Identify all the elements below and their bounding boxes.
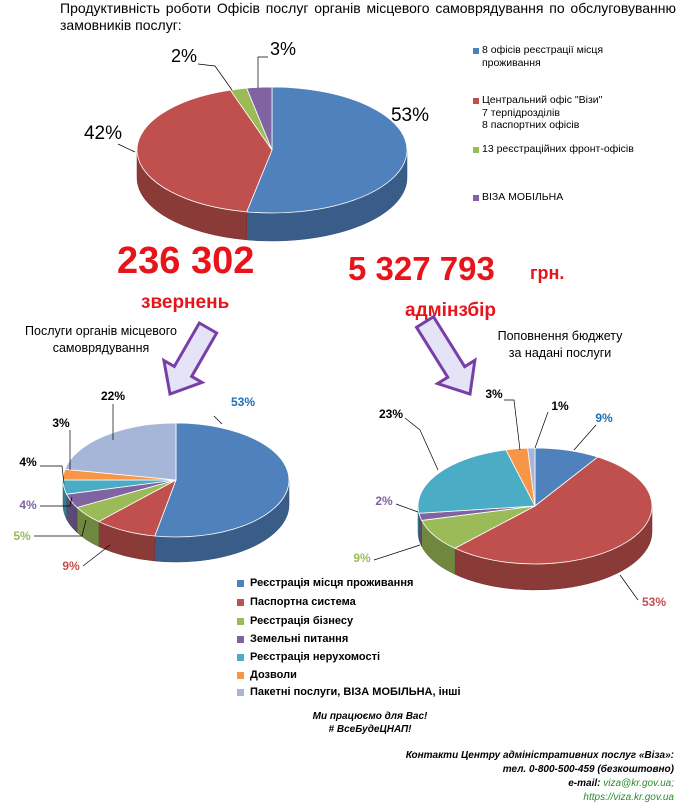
legend-label: Земельні питання <box>250 633 349 645</box>
legend-swatch <box>237 689 244 696</box>
legend-label-line: проживання <box>482 56 541 69</box>
legend-swatch <box>237 636 244 643</box>
pie-data-label: 4% <box>19 498 37 512</box>
contacts-phone: тел. 0-800-500-459 (безкоштовно) <box>502 764 674 775</box>
legend-swatch <box>237 672 244 679</box>
pie-data-label: 3% <box>485 387 503 401</box>
contacts-email-line <box>406 777 674 791</box>
legend-item <box>237 686 461 698</box>
leader-line <box>620 575 638 600</box>
legend-item <box>237 577 413 589</box>
contacts <box>406 749 674 805</box>
pie-data-label: 9% <box>353 551 371 565</box>
pie-data-label: 42% <box>83 123 123 144</box>
legend-label-line: 8 паспортних офісів <box>482 119 580 131</box>
legend-swatch <box>237 599 244 606</box>
right-chart-caption: Поповнення бюджету за надані послуги <box>497 329 623 360</box>
website-link[interactable]: https://viza.kr.gov.ua <box>583 792 674 803</box>
leader-line <box>405 418 438 470</box>
fees-label: адмінзбір <box>405 300 497 321</box>
leader-line <box>374 545 420 560</box>
pie-data-label: 53% <box>641 595 667 609</box>
pie-data-label: 1% <box>551 399 569 413</box>
slogan-line: # ВсеБудеЦНАП! <box>328 724 412 735</box>
contacts-heading: Контакти Центру адміністративних послуг «Віза»: <box>405 750 674 761</box>
legend-label-line: 13 реєстраційних фронт-офісів <box>482 143 634 155</box>
legend-item <box>237 651 380 663</box>
legend-item <box>237 633 348 645</box>
arrow-icon <box>417 317 475 394</box>
legend-item <box>482 44 603 69</box>
email-label: e-mail: <box>568 778 601 789</box>
legend-label-line: 7 терпідрозділів <box>482 106 560 119</box>
pie-data-label: 53% <box>230 395 256 409</box>
pie-data-label: 9% <box>62 559 80 573</box>
leader-line <box>535 412 548 448</box>
legend-item <box>237 596 356 608</box>
fees-unit: грн. <box>530 263 565 283</box>
pie-data-label: 4% <box>19 455 37 469</box>
legend-label: Реєстрація нерухомості <box>250 651 381 663</box>
legend-label: Реєстрація бізнесу <box>250 615 354 627</box>
legend-label: Дозволи <box>250 669 297 681</box>
legend-item <box>237 615 353 627</box>
legend-swatch <box>473 195 479 201</box>
slogan <box>290 710 450 736</box>
legend-item <box>237 669 297 681</box>
leader-line <box>83 545 110 566</box>
leader-line <box>396 504 418 512</box>
leader-line <box>258 57 268 88</box>
leader-line <box>118 144 135 152</box>
pie-data-label: 3% <box>52 416 70 430</box>
legend-label: Паспортна система <box>250 596 356 608</box>
pie-data-label: 5% <box>13 529 31 543</box>
pie-data-label: 9% <box>595 411 613 425</box>
pie-data-label: 22% <box>100 389 126 403</box>
pie-data-label: 23% <box>378 407 404 421</box>
leader-line <box>574 425 596 450</box>
legend-swatch <box>237 618 244 625</box>
pie-data-label: 2% <box>375 494 393 508</box>
legend-item <box>482 94 602 132</box>
page-title: Продуктивність роботи Офісів послуг органів місцевого самоврядування по обслуговуванню замовників послуг: <box>60 0 676 33</box>
leader-line <box>214 416 222 424</box>
legend-item <box>482 191 563 204</box>
legend-label-line: 8 офісів реєстрації місця <box>482 44 604 56</box>
requests-total: 236 302 <box>117 240 255 282</box>
legend-swatch <box>237 580 244 587</box>
legend-swatch <box>473 48 479 54</box>
leader-line <box>198 64 232 90</box>
fees-total: 5 327 793 <box>348 250 495 287</box>
legend-label: Пакетні послуги, ВІЗА МОБІЛЬНА, інші <box>250 686 461 698</box>
pie-data-label: 53% <box>390 105 430 126</box>
left-chart-caption: Послуги органів місцевого самоврядування <box>25 324 177 355</box>
legend-label-line: ВІЗА МОБІЛЬНА <box>482 191 564 203</box>
legend-swatch <box>237 654 244 661</box>
legend-label: Реєстрація місця проживання <box>250 577 414 589</box>
legend-item <box>482 143 634 156</box>
leader-line <box>40 466 64 484</box>
leader-line <box>504 400 520 450</box>
legend-swatch <box>473 98 479 104</box>
email-link[interactable]: viza@kr.gov.ua; <box>603 778 674 789</box>
slogan-line: Ми працюємо для Вас! <box>312 711 428 722</box>
requests-label: звернень <box>141 292 230 313</box>
legend-swatch <box>473 147 479 153</box>
legend-label-line: Центральний офіс "Візи" <box>482 94 603 106</box>
pie-data-label: 3% <box>269 39 297 59</box>
pie-data-label: 2% <box>170 46 198 66</box>
